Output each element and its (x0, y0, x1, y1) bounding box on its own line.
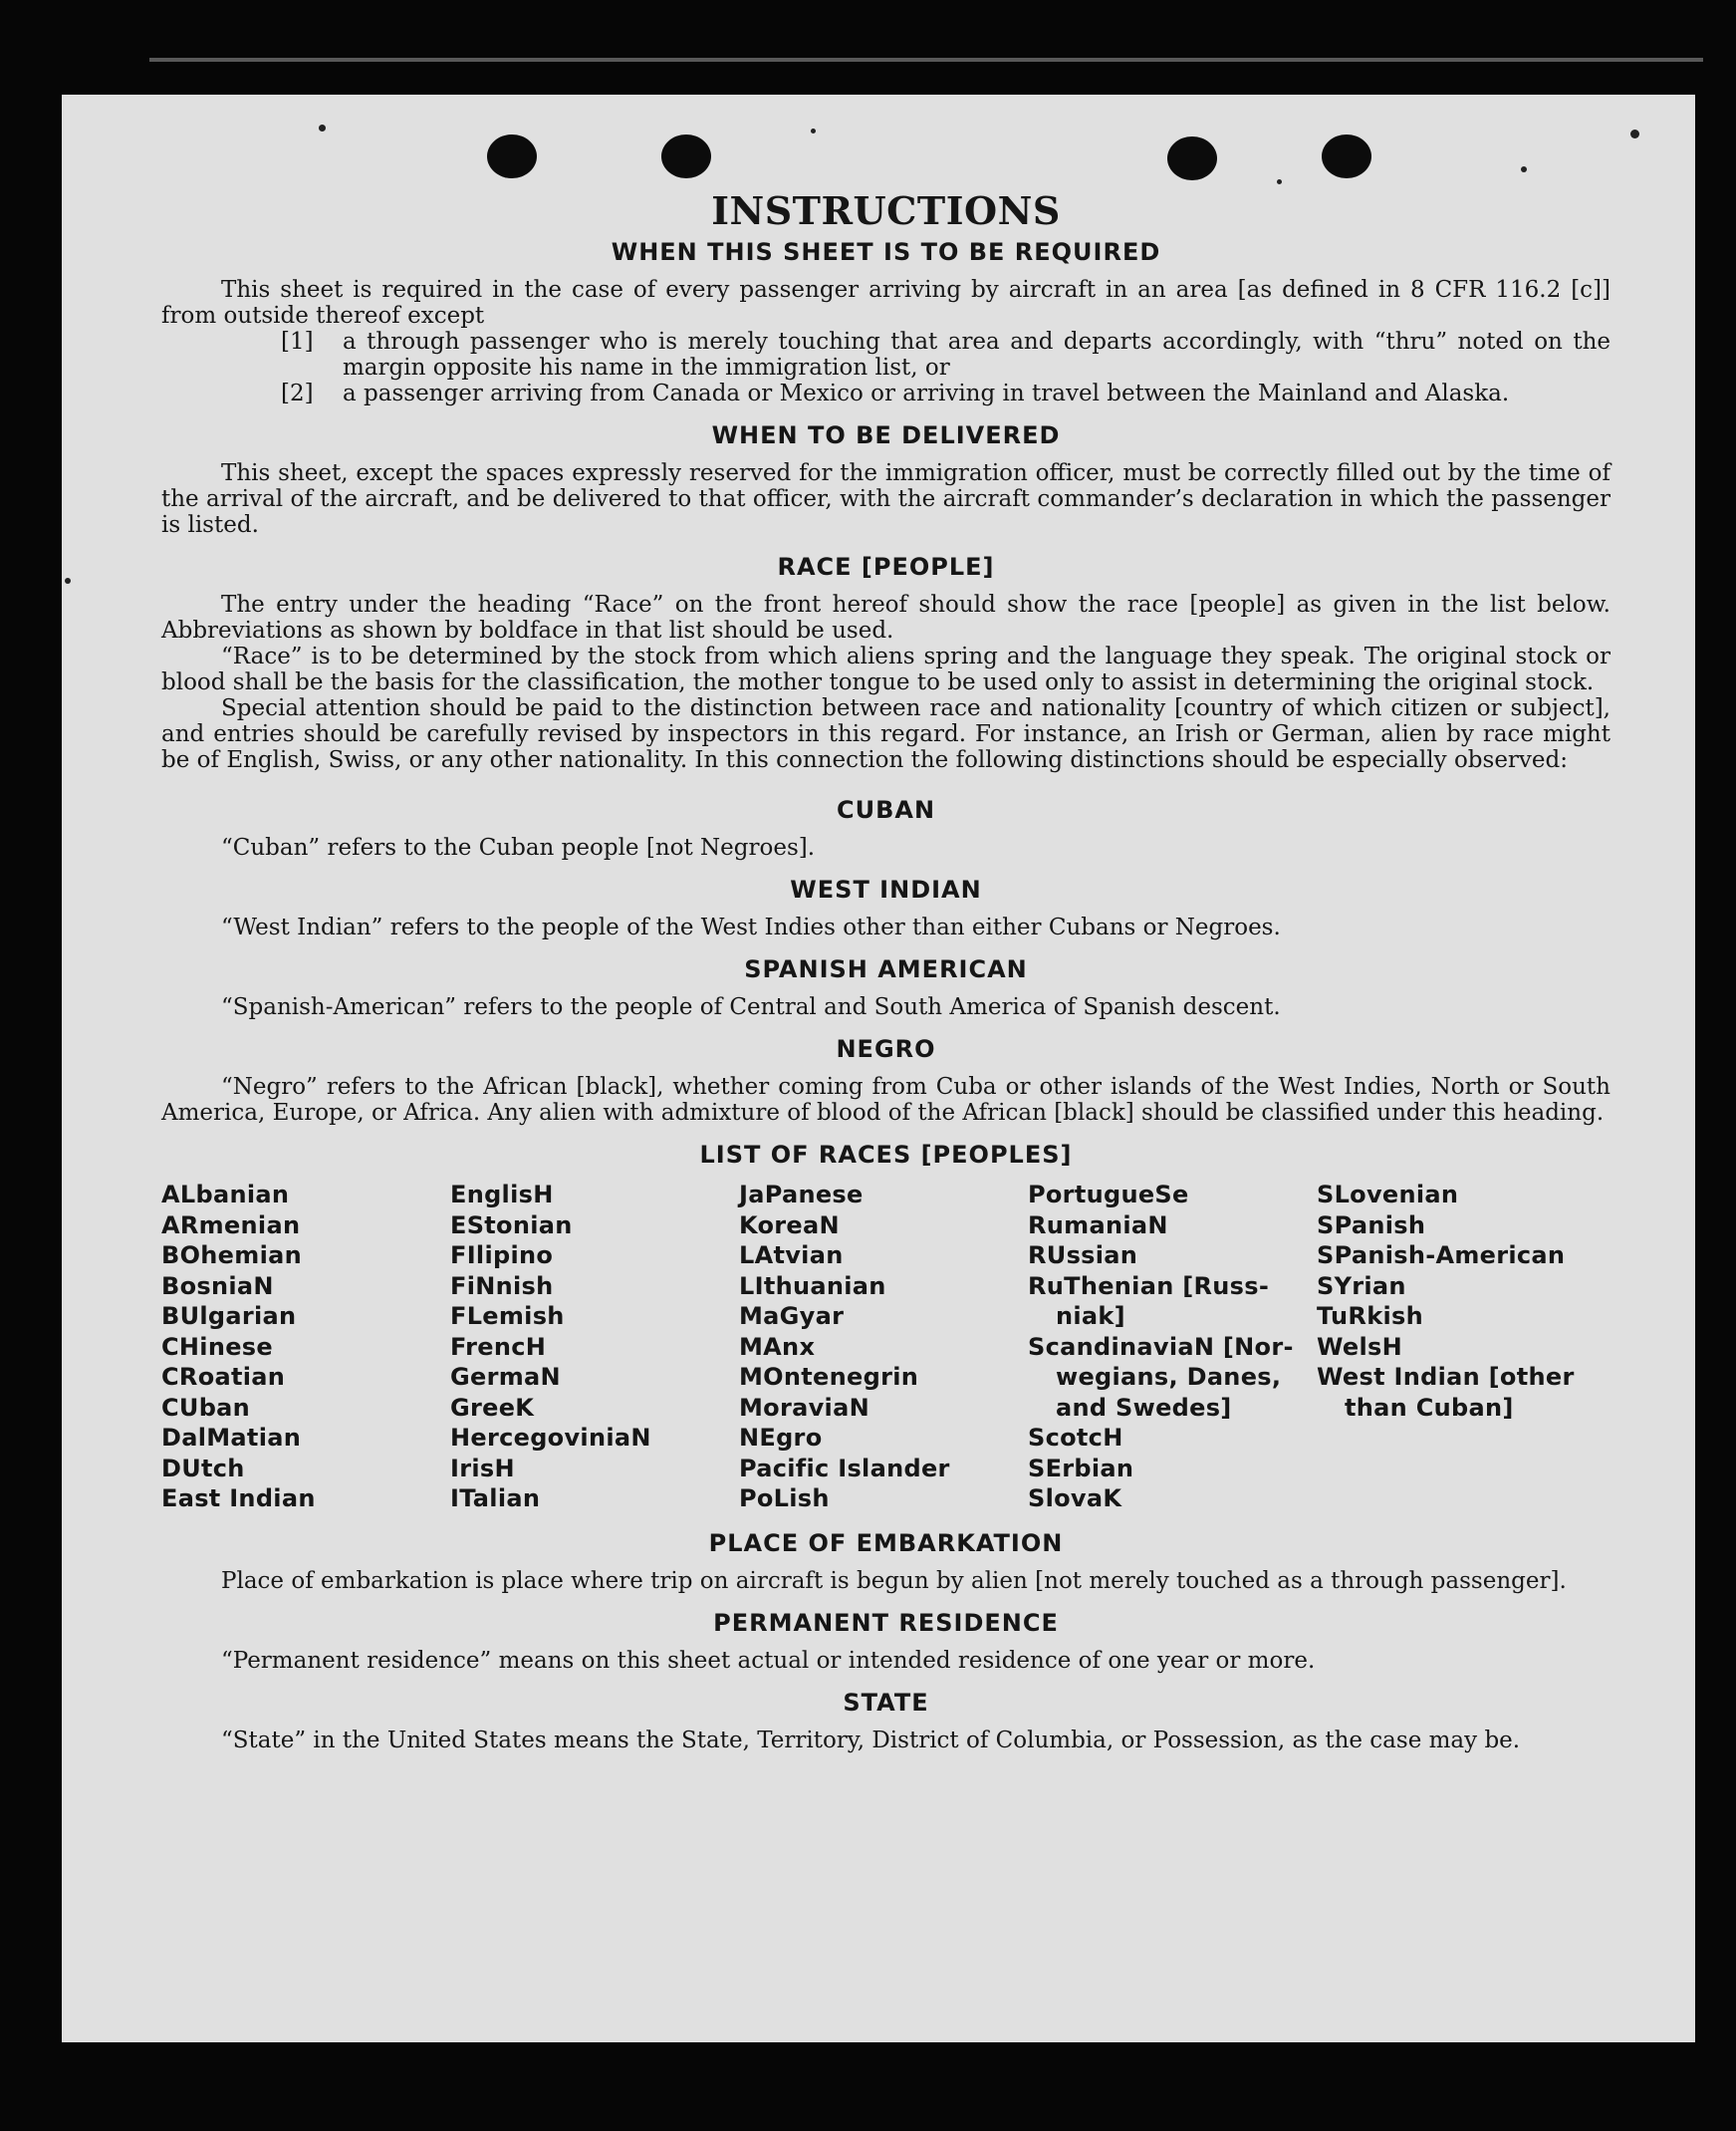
heading-negro: NEGRO (836, 1035, 936, 1063)
heading-embarkation: PLACE OF EMBARKATION (708, 1528, 1064, 1557)
race-entry: ScotcH (1028, 1424, 1123, 1452)
race-entry: MoraviaN (739, 1393, 869, 1422)
race-entry: KoreaN (739, 1210, 840, 1239)
race-entry: SYrian (1317, 1271, 1406, 1300)
embarkation-text: Place of embarkation is place where trip on aircraft is begun by alien [not merely touched as a through passenger]. (221, 1567, 1567, 1594)
punch-hole (487, 134, 537, 178)
speck (319, 125, 326, 132)
state-text: “State” in the United States means the State, Territory, District of Columbia, or Possession, as the case may be. (221, 1727, 1521, 1753)
race-entry: PoLish (739, 1484, 830, 1512)
exception-number: [2] (281, 381, 314, 406)
race-entry: IrisH (450, 1454, 515, 1482)
race-entry: SPanish (1317, 1210, 1426, 1239)
race-entry: NEgro (739, 1424, 823, 1452)
race-entry: SLovenian (1317, 1181, 1459, 1208)
permanent-residence-text: “Permanent residence” means on this sheet actual or intended residence of one year or more. (221, 1647, 1316, 1674)
race-entry: SlovaK (1028, 1484, 1122, 1512)
exception-item-1 (281, 329, 1611, 381)
exception-number: [1] (281, 329, 314, 355)
race-entry: ARmenian (161, 1210, 301, 1239)
race-entry: FIlipino (450, 1241, 554, 1269)
races-column-2 (450, 1180, 739, 1514)
race-entry: Pacific Islander (739, 1454, 950, 1482)
spanish-american-text: “Spanish-American” refers to the people of Central and South America of Spanish descent. (221, 994, 1281, 1020)
race-entry: CUban (161, 1393, 251, 1422)
race-entry: GermaN (450, 1363, 561, 1391)
race-entry: PortugueSe (1028, 1181, 1189, 1208)
race-entry: DUtch (161, 1454, 245, 1482)
race-entry: East Indian (161, 1484, 316, 1512)
race-entry: RUssian (1028, 1241, 1138, 1269)
exception-text: a through passenger who is merely touching that area and departs accordingly, with “thru” noted on the margin opposite his name in the immigration list, or (343, 329, 1611, 381)
exception-item-2 (281, 381, 1611, 406)
race-entry: RuThenian [Russ- (1028, 1271, 1270, 1300)
west-indian-text: “West Indian” refers to the people of the West Indies other than either Cubans or Negroes. (221, 915, 1281, 940)
heading-cuban: CUBAN (836, 796, 936, 824)
race-entry: EnglisH (450, 1181, 554, 1208)
race-entry: BUlgarian (161, 1302, 297, 1330)
when-delivered-text: This sheet, except the spaces expressly reserved for the immigration officer, must be correctly filled out by the time of the arrival of the aircraft, and be delivered to that officer, with the aircraft commander’s declaration in which the passenger is listed. (161, 460, 1611, 538)
race-entry: LIthuanian (739, 1271, 886, 1300)
race-entry: MOntenegrin (739, 1363, 919, 1391)
heading-list-of-races: LIST OF RACES [PEOPLES] (699, 1141, 1073, 1169)
race-entry: BosniaN (161, 1271, 274, 1300)
race-entry: BOhemian (161, 1241, 302, 1269)
scan-edge-line (149, 58, 1703, 62)
race-entry: ITalian (450, 1484, 541, 1512)
race-entry: RumaniaN (1028, 1210, 1168, 1239)
speck (811, 129, 816, 133)
races-column-5 (1317, 1180, 1611, 1514)
heading-west-indian: WEST INDIAN (790, 876, 982, 904)
race-entry: WelsH (1317, 1332, 1402, 1361)
race-entry: ScandinaviaN [Nor- (1028, 1332, 1294, 1361)
races-column-4 (1028, 1180, 1317, 1514)
race-entry: DalMatian (161, 1424, 302, 1452)
race-entry: CHinese (161, 1332, 273, 1361)
race-entry: MaGyar (739, 1302, 845, 1330)
speck (1521, 166, 1527, 172)
when-required-intro: This sheet is required in the case of every passenger arriving by aircraft in an area [as defined in 8 CFR 116.2 [c]] from outside thereof except (161, 277, 1611, 329)
punch-hole (1167, 136, 1217, 180)
race-entry: LAtvian (739, 1241, 844, 1269)
page-title: INSTRUCTIONS (711, 188, 1061, 233)
races-column-3 (739, 1180, 1028, 1514)
race-entry: FiNnish (450, 1271, 554, 1300)
heading-when-delivered: WHEN TO BE DELIVERED (711, 421, 1061, 449)
race-entry: FrencH (450, 1332, 547, 1361)
instructions-content (161, 189, 1611, 1753)
heading-spanish-american: SPANISH AMERICAN (744, 955, 1028, 983)
race-entry: FLemish (450, 1302, 565, 1330)
race-entry-continued: than Cuban] (1345, 1393, 1514, 1422)
race-entry: JaPanese (739, 1181, 864, 1208)
race-entry: CRoatian (161, 1363, 286, 1391)
race-entry-continued: wegians, Danes, (1056, 1363, 1282, 1391)
heading-race: RACE [PEOPLE] (777, 553, 995, 581)
exception-text: a passenger arriving from Canada or Mexico or arriving in travel between the Mainland and Alaska. (343, 381, 1510, 406)
race-paragraph-2: “Race” is to be determined by the stock from which aliens spring and the language they speak. The original stock or blood shall be the basis for the classification, the mother tongue to be used only to assist in determining the original stock. (161, 644, 1611, 695)
punch-hole (661, 134, 711, 178)
race-entry: SPanish-American (1317, 1241, 1566, 1269)
speck (65, 578, 71, 584)
race-paragraph-1: The entry under the heading “Race” on the front hereof should show the race [people] as given in the list below. Abbreviations as shown by boldface in that list should be used. (161, 592, 1611, 644)
punch-hole (1322, 134, 1371, 178)
speck (1277, 179, 1282, 184)
race-entry: TuRkish (1317, 1302, 1423, 1330)
race-entry: EStonian (450, 1210, 573, 1239)
race-entry: ALbanian (161, 1181, 290, 1208)
heading-when-required: WHEN THIS SHEET IS TO BE REQUIRED (611, 238, 1161, 266)
races-list (161, 1180, 1611, 1514)
speck (1630, 130, 1639, 138)
race-paragraph-3: Special attention should be paid to the distinction between race and nationality [country of which citizen or subject], and entries should be carefully revised by inspectors in this regard. For instance, an Irish or German, alien by race might be of English, Swiss, or any other nationality. In this connection the following distinctions should be especially observed: (161, 695, 1611, 773)
cuban-text: “Cuban” refers to the Cuban people [not Negroes]. (221, 835, 816, 861)
race-entry: SErbian (1028, 1454, 1134, 1482)
races-column-1 (161, 1180, 450, 1514)
document-sheet (62, 95, 1695, 2042)
race-entry: HercegoviniaN (450, 1424, 651, 1452)
race-entry-continued: and Swedes] (1056, 1393, 1232, 1422)
race-entry: MAnx (739, 1332, 816, 1361)
race-entry-continued: niak] (1056, 1302, 1125, 1330)
race-entry: GreeK (450, 1393, 535, 1422)
race-entry: West Indian [other (1317, 1363, 1575, 1391)
heading-state: STATE (843, 1688, 929, 1717)
heading-permanent-residence: PERMANENT RESIDENCE (713, 1608, 1059, 1637)
negro-text: “Negro” refers to the African [black], whether coming from Cuba or other islands of the West Indies, North or South America, Europe, or Africa. Any alien with admixture of blood of the African [black] should be classified under this heading. (161, 1074, 1611, 1126)
